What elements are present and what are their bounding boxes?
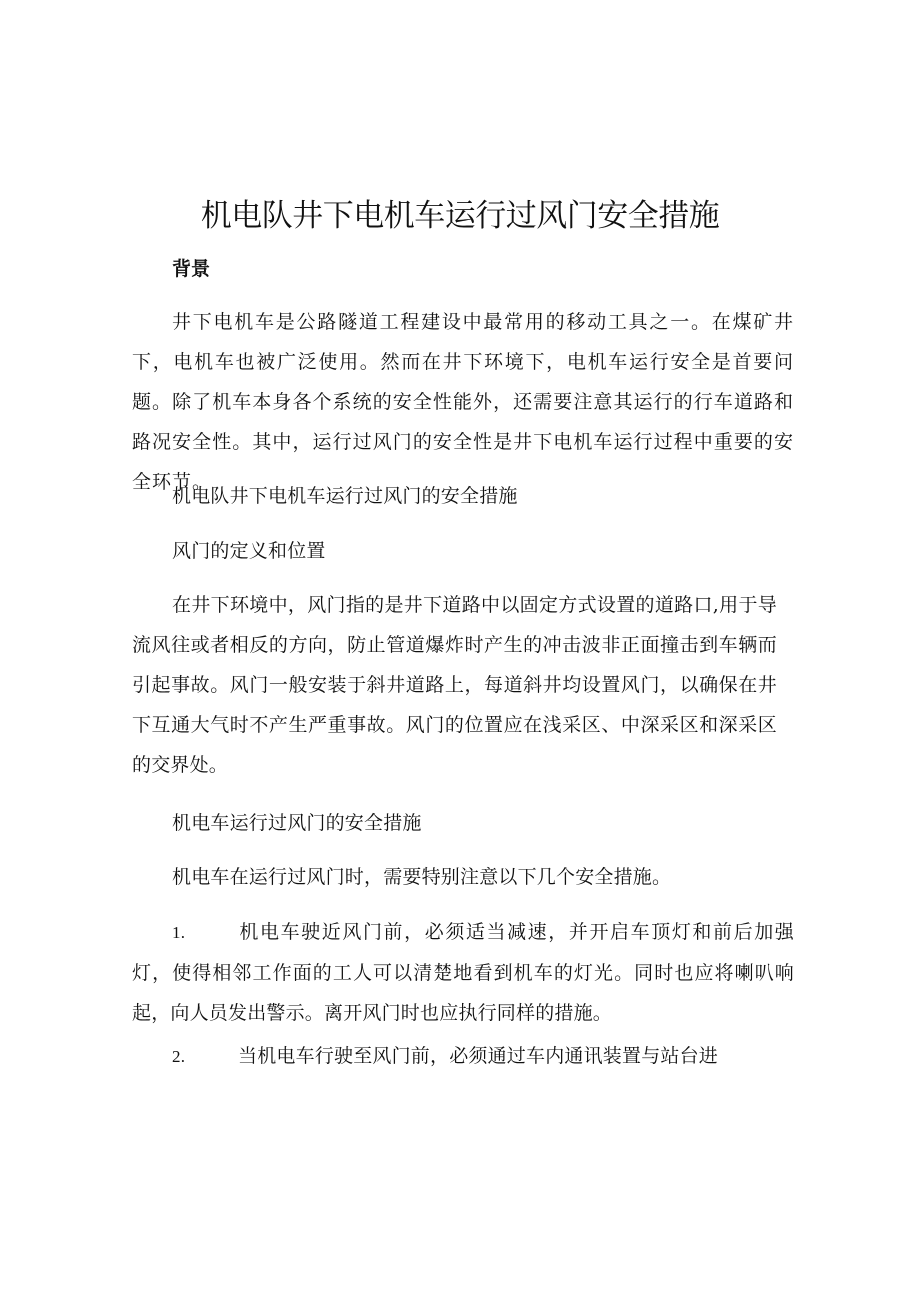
definition-paragraph: 在井下环境中，风门指的是井下道路中以固定方式设置的道路口,用于导流风往或者相反的方向，防止管道爆炸时产生的冲击波非正面撞击到车辆而引起事故。风门一般安装于斜井道路上，每道斜井均设置风门，以确保在井下互通大气时不产生严重事故。风门的位置应在浅采区、中深采区和深采区的交界处。 (132, 594, 777, 776)
measures-intro: 机电车在运行过风门时，需要特别注意以下几个安全措施。 (172, 866, 672, 888)
background-heading: 背景 (172, 258, 211, 280)
list-item-text: 机电车驶近风门前，必须适当减速，并开启车顶灯和前后加强灯，使得相邻工作面的工人可以清楚地看到机车的灯光。同时也应将喇叭响起，向人员发出警示。离开风门时也应执行同样的措施。 (132, 921, 794, 1024)
subsection-title-definition: 风门的定义和位置 (172, 540, 326, 562)
list-item-number: 1. (172, 923, 186, 942)
list-item-number: 2. (172, 1047, 186, 1066)
document-title: 机电队井下电机车运行过风门安全措施 (200, 198, 720, 234)
section-title: 机电队井下电机车运行过风门的安全措施 (172, 485, 518, 507)
list-item-text: 当机电车行驶至风门前，必须通过车内通讯装置与站台进 (238, 1045, 719, 1067)
list-item (132, 912, 794, 1033)
intro-paragraph: 井下电机车是公路隧道工程建设中最常用的移动工具之一。在煤矿井下，电机车也被广泛使用。然而在井下环境下，电机车运行安全是首要问题。除了机车本身各个系统的安全性能外，还需要注意其运行的行车道路和路况安全性。其中，运行过风门的安全性是井下电机车运行过程中重要的安全环节。 (132, 311, 794, 493)
list-item (132, 1036, 794, 1077)
subsection-title-measures: 机电车运行过风门的安全措施 (172, 812, 422, 834)
